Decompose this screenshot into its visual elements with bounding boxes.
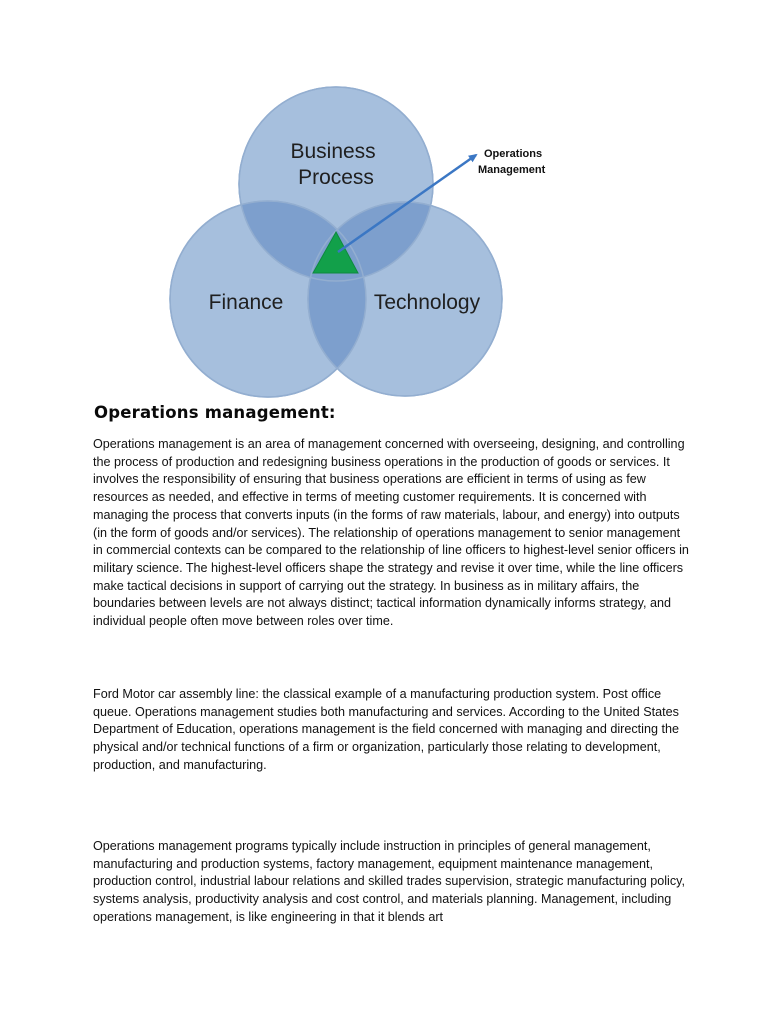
business-process-label-line2: Process xyxy=(298,166,374,189)
section-heading: Operations management: xyxy=(94,403,336,422)
callout-line1: Operations xyxy=(484,148,543,160)
paragraph-programs: Operations management programs typically include instruction in principles of general management, manufacturing and production systems, factory management, equipment maintenance management, production control, industrial labour relations and skilled trades supervision, strategic manufacturing policy, systems analysis, productivity analysis and cost control, and materials planning. Management, including operations management, is like engineering in that it blends art xyxy=(93,839,685,924)
paragraph-definition: Operations management is an area of management concerned with overseeing, designing, and controlling the process of production and redesigning business operations in the production of goods or services. It involves the responsibility of ensuring that business operations are efficient in terms of using as few resources as needed, and effective in terms of meeting customer requirements. It is concerned with managing the process that converts inputs (in the forms of raw materials, labour, and energy) into outputs (in the form of goods and/or services). The relationship of operations management to senior management in commercial contexts can be compared to the relationship of line officers to highest-level senior officers in military science. The highest-level officers shape the strategy and revise it over time, while the line officers make tactical decisions in support of carrying out the strategy. In business as in military affairs, the boundaries between levels are not always distinct; tactical information dynamically informs strategy, and individual people often move between roles over time. xyxy=(93,437,689,629)
venn-diagram xyxy=(0,0,768,400)
technology-label: Technology xyxy=(373,291,481,314)
paragraph-ford-example: Ford Motor car assembly line: the classical example of a manufacturing production system. Post office queue. Operations management studies both manufacturing and services. According to the United States Department of Education, operations management is the field concerned with managing and directing the physical and/or technical functions of a firm or organization, particularly those relating to development, production, and manufacturing. xyxy=(93,687,679,772)
finance-label: Finance xyxy=(208,291,284,314)
operations-management-callout xyxy=(478,148,546,176)
business-process-label-line1: Business xyxy=(290,140,376,163)
callout-line2: Management xyxy=(478,164,546,176)
